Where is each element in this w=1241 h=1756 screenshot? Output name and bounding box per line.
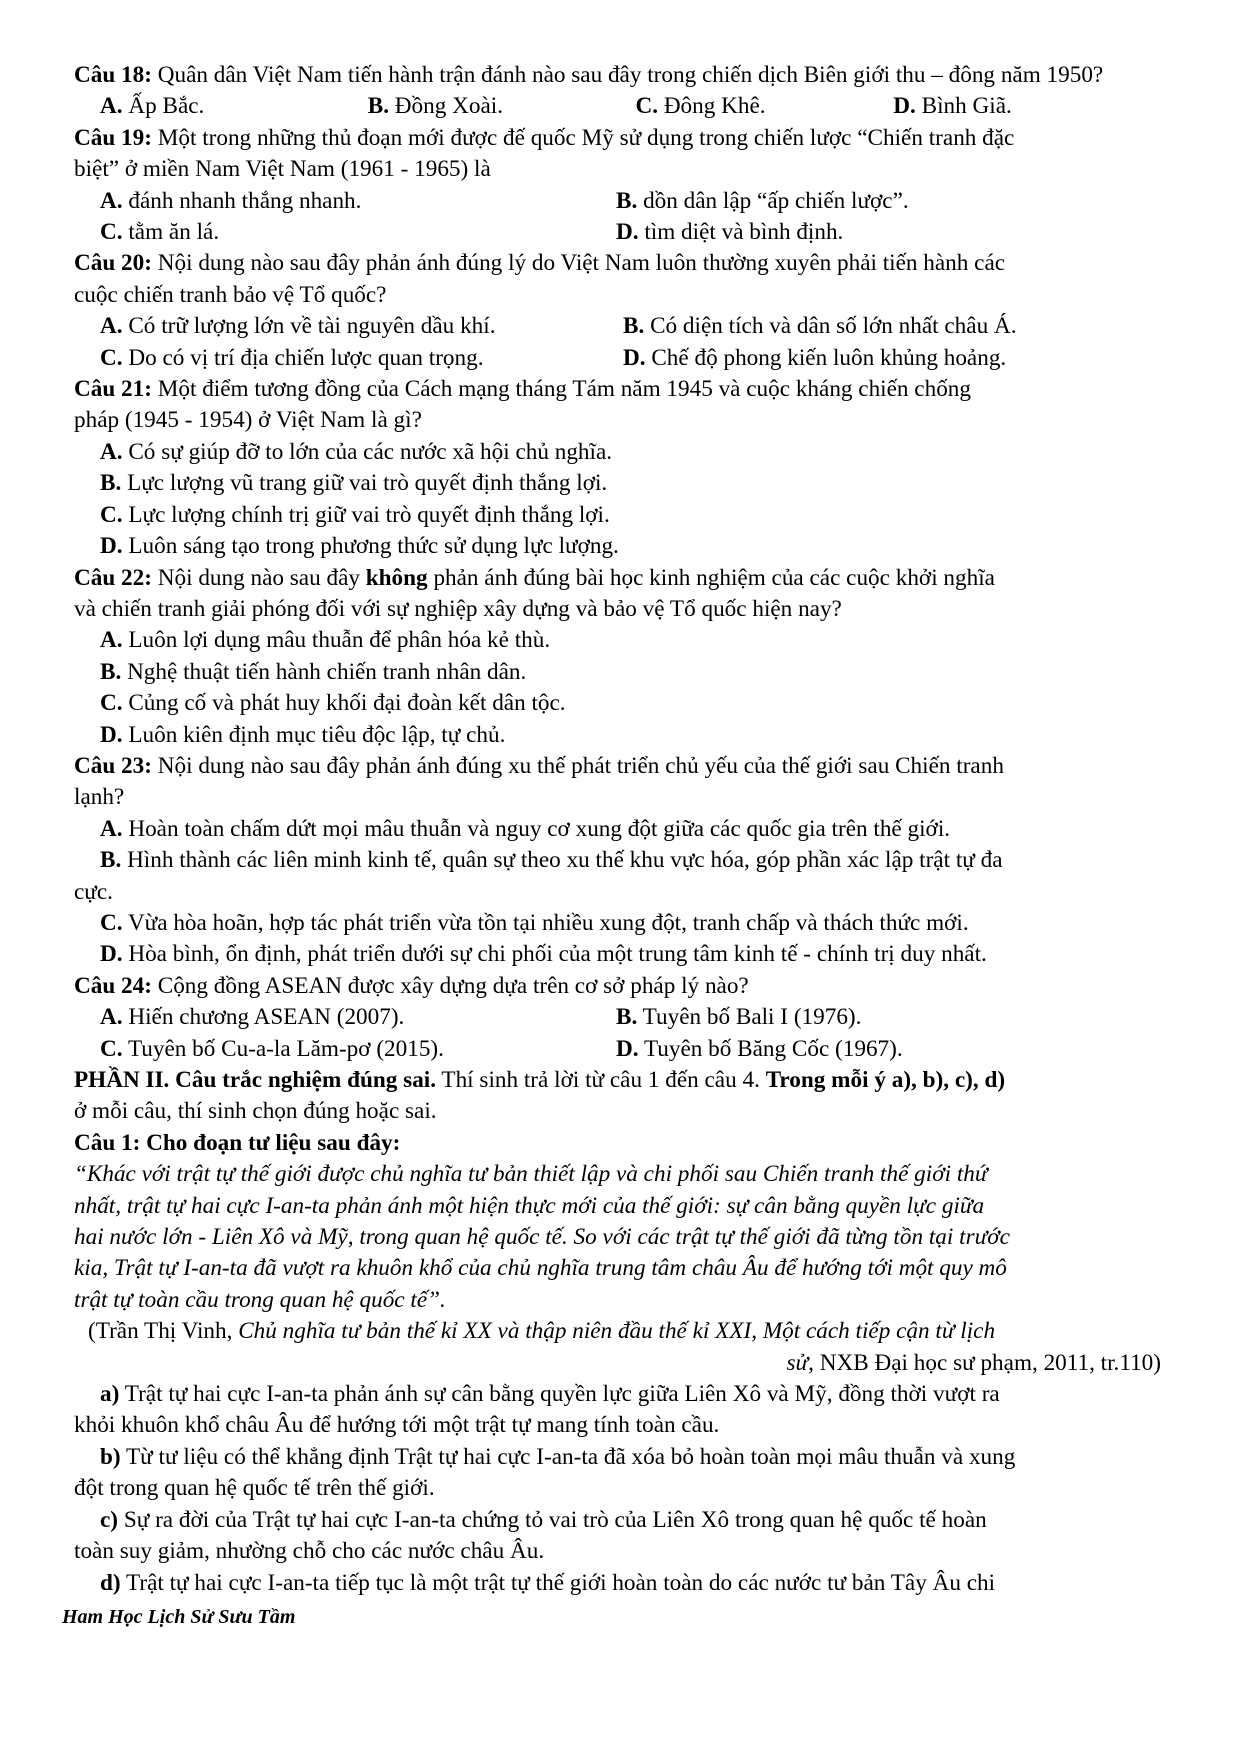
question-22: Câu 22: Nội dung nào sau đây không phản ánh đúng bài học kinh nghiệm của các cuộc khởi nghĩa và chiến tranh giải phóng đối với sự nghiệp xây dựng và bảo vệ Tổ quốc hiện nay? [74, 564, 995, 622]
answer-options [74, 1034, 1161, 1065]
option-a[interactable]: A. Có sự giúp đỡ to lớn của các nước xã hội chủ nghĩa. [100, 438, 613, 465]
option-b[interactable]: B. Nghệ thuật tiến hành chiến tranh nhân dân. [100, 658, 527, 685]
option-a[interactable]: A. Hoàn toàn chấm dứt mọi mâu thuẫn và nguy cơ xung đột giữa các quốc gia trên thế giới. [100, 815, 951, 842]
option-d[interactable]: D. Luôn sáng tạo trong phương thức sử dụng lực lượng. [100, 533, 619, 560]
option-c[interactable]: C. Do có vị trí địa chiến lược quan trọng. [100, 344, 484, 371]
option-d[interactable]: D. Bình Giã. [893, 93, 1012, 120]
option-a[interactable]: A. Luôn lợi dụng mâu thuẫn để phân hóa kẻ thù. [100, 627, 551, 654]
question-label: Câu 18: [74, 62, 152, 88]
footer-credit: Ham Học Lịch Sử Sưu Tầm [62, 1606, 296, 1628]
question-19: Câu 19: Một trong những thủ đoạn mới được đế quốc Mỹ sử dụng trong chiến lược “Chiến tranh đặc biệt” ở miền Nam Việt Nam (1961 - 1965) là [74, 124, 1015, 183]
statement-b[interactable]: b) Từ tư liệu có thể khẳng định Trật tự hai cực I-an-ta đã xóa bỏ hoàn toàn mọi mâu thuẫn và xung đột trong quan hệ quốc tế trên thế giới. [74, 1443, 1016, 1502]
option-c[interactable]: C. Vừa hòa hoãn, hợp tác phát triển vừa tồn tại nhiều xung đột, tranh chấp và thách thức mới. [100, 909, 969, 936]
option-b[interactable]: B. Hình thành các liên minh kinh tế, quân sự theo xu thế khu vực hóa, góp phần xác lập trật tự đa cực. [74, 847, 1003, 905]
question-label: Câu 20: [74, 250, 152, 277]
option-c[interactable]: C. tằm ăn lá. [100, 219, 220, 246]
option-b[interactable]: B. Đồng Xoài. [367, 93, 503, 120]
answer-options [74, 311, 1161, 342]
question-21: Câu 21: Một điểm tương đồng của Cách mạng tháng Tám năm 1945 và cuộc kháng chiến chống pháp (1945 - 1954) ở Việt Nam là gì? [74, 376, 971, 434]
option-c[interactable]: C. Củng cố và phát huy khối đại đoàn kết dân tộc. [100, 690, 566, 717]
option-b[interactable]: B. Lực lượng vũ trang giữ vai trò quyết định thắng lợi. [100, 470, 608, 497]
section-heading-part-2: PHẦN II. Câu trắc nghiệm đúng sai. Thí sinh trả lời từ câu 1 đến câu 4. Trong mỗi ý a), b), c), d) ở mỗi câu, thí sinh chọn đúng hoặc sai. [74, 1067, 1006, 1125]
question-18 [74, 60, 1161, 91]
option-a[interactable]: A. Hiến chương ASEAN (2007). [100, 1004, 405, 1031]
option-b[interactable]: B. Có diện tích và dân số lớn nhất châu Á. [623, 313, 1017, 340]
option-d[interactable]: D. Tuyên bố Băng Cốc (1967). [616, 1035, 903, 1062]
option-d[interactable]: D. tìm diệt và bình định. [616, 219, 844, 246]
option-a[interactable]: A. Có trữ lượng lớn về tài nguyên dầu khí. [100, 313, 496, 340]
statement-a[interactable]: a) Trật tự hai cực I-an-ta phản ánh sự cân bằng quyền lực giữa Liên Xô và Mỹ, đồng thời vượt ra khỏi khuôn khổ châu Âu để hướng tới một trật tự mang tính toàn cầu. [74, 1381, 1000, 1439]
source-quote: “Khác với trật tự thế giới được chủ nghĩa tư bản thiết lập và chi phối sau Chiến tranh thế giới thứ nhất, trật tự hai cực I-an-ta phản ánh một hiện thực mới của thế giới: sự cân bằng quyền lực giữa hai nước lớn - Liên Xô và Mỹ, trong quan hệ quốc tế. So với các trật tự thế giới đã từng tồn tại trước kia, Trật tự I-an-ta đã vượt ra khuôn khổ của chủ nghĩa trung tâm châu Âu để hướng tới một quy mô trật tự toàn cầu trong quan hệ quốc tế”. [74, 1161, 1010, 1313]
statement-c[interactable]: c) Sự ra đời của Trật tự hai cực I-an-ta chứng tỏ vai trò của Liên Xô trong quan hệ quốc tế hoàn toàn suy giảm, nhường chỗ cho các nước châu Âu. [74, 1506, 987, 1565]
answer-options [74, 91, 1161, 122]
option-c[interactable]: C. Đông Khê. [635, 93, 766, 120]
option-a[interactable]: A. đánh nhanh thắng nhanh. [100, 187, 362, 214]
question-label: Câu 21: [74, 376, 152, 403]
question-label: Câu 24: [74, 972, 152, 999]
option-b[interactable]: B. dồn dân lập “ấp chiến lược”. [616, 187, 909, 214]
question-label: Câu 22: [74, 564, 152, 591]
answer-options [74, 217, 1161, 248]
answer-options [74, 186, 1161, 217]
question-20: Câu 20: Nội dung nào sau đây phản ánh đúng lý do Việt Nam luôn thường xuyên phải tiến hành các cuộc chiến tranh bảo vệ Tổ quốc? [74, 250, 1006, 308]
statement-d[interactable]: d) Trật tự hai cực I-an-ta tiếp tục là một trật tự thế giới hoàn toàn do các nước tư bản Tây Âu chi [100, 1569, 996, 1596]
option-d[interactable]: D. Chế độ phong kiến luôn khủng hoảng. [623, 344, 1007, 371]
option-c[interactable]: C. Lực lượng chính trị giữ vai trò quyết định thắng lợi. [100, 501, 610, 528]
option-a[interactable]: A. Ấp Bắc. [100, 93, 205, 120]
question-1-heading: Câu 1: Cho đoạn tư liệu sau đây: [74, 1129, 401, 1156]
option-d[interactable]: D. Luôn kiên định mục tiêu độc lập, tự chủ. [100, 721, 506, 748]
source-citation-cont: sử, NXB Đại học sư phạm, 2011, tr.110) [786, 1349, 1161, 1376]
option-c[interactable]: C. Tuyên bố Cu-a-la Lăm-pơ (2015). [100, 1035, 444, 1062]
question-text: Quân dân Việt Nam tiến hành trận đánh nào sau đây trong chiến dịch Biên giới thu – đông năm 1950? [157, 62, 1104, 88]
option-b[interactable]: B. Tuyên bố Bali I (1976). [616, 1004, 862, 1031]
question-label: Câu 19: [74, 124, 152, 151]
answer-options [74, 1002, 1161, 1033]
question-23: Câu 23: Nội dung nào sau đây phản ánh đúng xu thế phát triển chủ yếu của thế giới sau Chiến tranh lạnh? [74, 752, 1004, 811]
answer-options [74, 343, 1161, 374]
source-citation: (Trần Thị Vinh, Chủ nghĩa tư bản thế kỉ XX và thập niên đầu thế kỉ XXI, Một cách tiếp cận từ lịch [88, 1318, 996, 1345]
option-d[interactable]: D. Hòa bình, ổn định, phát triển dưới sự chi phối của một trung tâm kinh tế - chính trị duy nhất. [100, 941, 987, 968]
question-24: Câu 24: Cộng đồng ASEAN được xây dựng dựa trên cơ sở pháp lý nào? [74, 972, 749, 999]
question-label: Câu 23: [74, 752, 152, 779]
